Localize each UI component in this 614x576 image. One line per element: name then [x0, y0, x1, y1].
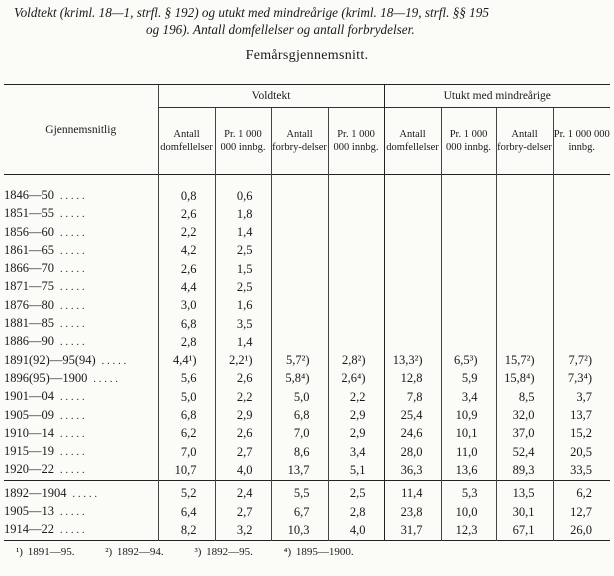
value-cell: 2,2¹) [215, 352, 271, 370]
value-cell [328, 242, 384, 260]
period-cell [4, 205, 158, 223]
value-cell [441, 260, 496, 278]
table-title [14, 4, 604, 38]
table-row [4, 205, 610, 223]
value-cell: 3,0 [158, 297, 215, 315]
value-cell [271, 297, 328, 315]
value-cell: 6,4 [158, 503, 215, 521]
value-cell [441, 242, 496, 260]
title-line-2: og 196). Antall domfellelser og antall forbrydelser. [146, 22, 415, 37]
value-cell: 2,4 [215, 485, 271, 503]
value-cell: 12,8 [384, 370, 441, 388]
value-cell: 3,5 [215, 315, 271, 333]
period-cell [4, 352, 158, 370]
value-cell: 1,5 [215, 260, 271, 278]
value-cell: 12,3 [441, 521, 496, 540]
col-header-utukt-pr-mill-2: Pr. 1 000 000 innbg. [553, 108, 610, 175]
value-cell [271, 315, 328, 333]
value-cell: 26,0 [553, 521, 610, 540]
period-label: 1866—70 [4, 261, 54, 276]
value-cell: 2,9 [328, 425, 384, 443]
table-subtitle: Femårsgjennemsnitt. [245, 48, 369, 63]
period-label: 1920—22 [4, 462, 54, 477]
value-cell: 2,6⁴) [328, 370, 384, 388]
col-header-voldtekt-pr-mill-2: Pr. 1 000 000 innbg. [328, 108, 384, 175]
table-row [4, 425, 610, 443]
value-cell: 37,0 [496, 425, 553, 443]
period-cell [4, 461, 158, 480]
value-cell [496, 224, 553, 242]
period-label: 1881—85 [4, 316, 54, 331]
value-cell: 2,6 [215, 370, 271, 388]
table-row [4, 315, 610, 333]
leader-dots: ..... [60, 227, 88, 239]
value-cell [384, 297, 441, 315]
col-header-voldtekt-forbrydelser: Antall forbry-delser [271, 108, 328, 175]
period-label: 1886—90 [4, 334, 54, 349]
value-cell [384, 187, 441, 205]
col-header-utukt-forbrydelser: Antall forbry-delser [496, 108, 553, 175]
period-label: 1861—65 [4, 242, 54, 257]
leader-dots: ..... [60, 465, 88, 477]
value-cell: 2,2 [158, 224, 215, 242]
value-cell: 6,8 [158, 407, 215, 425]
value-cell: 36,3 [384, 461, 441, 480]
value-cell: 0,6 [215, 187, 271, 205]
value-cell: 2,9 [328, 407, 384, 425]
value-cell: 2,7 [215, 443, 271, 461]
value-cell: 10,0 [441, 503, 496, 521]
leader-dots: ..... [60, 337, 88, 349]
value-cell: 4,4 [158, 278, 215, 296]
value-cell: 31,7 [384, 521, 441, 540]
value-cell [328, 278, 384, 296]
value-cell: 2,7 [215, 503, 271, 521]
period-cell [4, 278, 158, 296]
period-cell [4, 370, 158, 388]
value-cell: 7,8 [384, 388, 441, 406]
value-cell [271, 205, 328, 223]
value-cell: 28,0 [384, 443, 441, 461]
value-cell: 15,8⁴) [496, 370, 553, 388]
value-cell [553, 205, 610, 223]
table-row [4, 485, 610, 503]
value-cell: 1,4 [215, 224, 271, 242]
value-cell [441, 315, 496, 333]
leader-dots: ..... [60, 245, 88, 257]
value-cell [496, 333, 553, 351]
value-cell: 2,9 [215, 407, 271, 425]
value-cell: 4,4¹) [158, 352, 215, 370]
value-cell: 3,4 [441, 388, 496, 406]
value-cell: 52,4 [496, 443, 553, 461]
table-row [4, 370, 610, 388]
period-cell [4, 443, 158, 461]
table-row [4, 260, 610, 278]
value-cell: 10,3 [271, 521, 328, 540]
value-cell [496, 297, 553, 315]
table-row [4, 521, 610, 540]
value-cell [441, 297, 496, 315]
table-row [4, 461, 610, 480]
value-cell: 5,0 [271, 388, 328, 406]
value-cell: 20,5 [553, 443, 610, 461]
period-cell [4, 407, 158, 425]
value-cell [553, 260, 610, 278]
group-header-voldtekt: Voldtekt [158, 85, 384, 108]
value-cell [271, 242, 328, 260]
period-cell [4, 485, 158, 503]
value-cell: 1,8 [215, 205, 271, 223]
period-cell [4, 224, 158, 242]
col-header-voldtekt-domfellelser: Antall domfellelser [158, 108, 215, 175]
value-cell: 89,3 [496, 461, 553, 480]
title-line-1: Voldtekt (kriml. 18—1, strfl. § 192) og utukt med mindreårige (kriml. 18—19, strfl. §§ 195 [14, 5, 489, 20]
leader-dots: ..... [60, 447, 88, 459]
value-cell [496, 205, 553, 223]
table-row [4, 443, 610, 461]
footnote-2: ²) 1892—94. [105, 546, 164, 558]
value-cell: 4,2 [158, 242, 215, 260]
period-cell [4, 315, 158, 333]
value-cell: 8,6 [271, 443, 328, 461]
value-cell [328, 187, 384, 205]
statistics-table [4, 84, 610, 541]
value-cell: 5,5 [271, 485, 328, 503]
value-cell: 13,3²) [384, 352, 441, 370]
group-header-utukt: Utukt med mindreårige [384, 85, 610, 108]
value-cell: 10,7 [158, 461, 215, 480]
period-cell [4, 521, 158, 540]
value-cell: 13,5 [496, 485, 553, 503]
value-cell: 11,0 [441, 443, 496, 461]
period-label: 1914—22 [4, 522, 54, 537]
value-cell: 8,2 [158, 521, 215, 540]
period-label: 1905—09 [4, 407, 54, 422]
value-cell [553, 187, 610, 205]
value-cell [384, 242, 441, 260]
value-cell: 6,2 [553, 485, 610, 503]
value-cell: 15,2 [553, 425, 610, 443]
value-cell: 6,7 [271, 503, 328, 521]
value-cell [441, 278, 496, 296]
leader-dots: ..... [72, 488, 100, 500]
col-header-voldtekt-pr-mill-1: Pr. 1 000 000 innbg. [215, 108, 271, 175]
period-column-header [4, 85, 158, 175]
value-cell [553, 333, 610, 351]
value-cell [271, 333, 328, 351]
period-cell [4, 503, 158, 521]
value-cell: 2,5 [215, 242, 271, 260]
value-cell: 3,7 [553, 388, 610, 406]
leader-dots: ..... [60, 319, 88, 331]
footnote-1: ¹) 1891—95. [16, 546, 75, 558]
value-cell [271, 278, 328, 296]
value-cell: 1,6 [215, 297, 271, 315]
leader-dots: ..... [60, 428, 88, 440]
period-label: 1910—14 [4, 425, 54, 440]
table-summary-body [4, 480, 610, 540]
value-cell: 2,5 [215, 278, 271, 296]
table-row [4, 333, 610, 351]
value-cell: 67,1 [496, 521, 553, 540]
value-cell [553, 224, 610, 242]
value-cell: 2,6 [215, 425, 271, 443]
value-cell: 25,4 [384, 407, 441, 425]
value-cell: 7,7²) [553, 352, 610, 370]
value-cell: 12,7 [553, 503, 610, 521]
value-cell: 13,6 [441, 461, 496, 480]
value-cell [271, 187, 328, 205]
period-cell [4, 388, 158, 406]
footnote-3: ³) 1892—95. [194, 546, 253, 558]
value-cell: 2,8²) [328, 352, 384, 370]
value-cell: 4,0 [328, 521, 384, 540]
value-cell [384, 260, 441, 278]
table-row [4, 297, 610, 315]
value-cell: 6,2 [158, 425, 215, 443]
value-cell [496, 260, 553, 278]
table-row [4, 352, 610, 370]
value-cell: 5,9 [441, 370, 496, 388]
period-label: 1905—13 [4, 504, 54, 519]
value-cell: 30,1 [496, 503, 553, 521]
value-cell [328, 224, 384, 242]
value-cell: 3,4 [328, 443, 384, 461]
footnote-4: ⁴) 1895—1900. [283, 546, 354, 558]
value-cell: 1,4 [215, 333, 271, 351]
period-label: 1846—50 [4, 188, 54, 202]
value-cell: 33,5 [553, 461, 610, 480]
value-cell: 5,3 [441, 485, 496, 503]
value-cell: 23,8 [384, 503, 441, 521]
period-cell [4, 425, 158, 443]
leader-dots: ..... [60, 300, 88, 312]
table-row [4, 407, 610, 425]
value-cell: 32,0 [496, 407, 553, 425]
period-cell [4, 333, 158, 351]
period-label: 1915—19 [4, 444, 54, 459]
table-row [4, 388, 610, 406]
value-cell [271, 224, 328, 242]
leader-dots: ..... [60, 264, 88, 276]
table-row [4, 224, 610, 242]
period-label: 1891(92)—95(94) [4, 352, 96, 367]
value-cell [328, 205, 384, 223]
value-cell: 7,0 [158, 443, 215, 461]
value-cell: 2,2 [328, 388, 384, 406]
value-cell [384, 224, 441, 242]
leader-dots: ..... [60, 191, 88, 202]
period-label: 1851—55 [4, 206, 54, 221]
period-label: Gjennemsnitlig [45, 123, 117, 136]
footnotes [16, 546, 380, 558]
period-label: 1856—60 [4, 224, 54, 239]
period-label: 1892—1904 [4, 485, 67, 500]
value-cell: 11,4 [384, 485, 441, 503]
period-label: 1901—04 [4, 389, 54, 404]
value-cell: 5,6 [158, 370, 215, 388]
table-row [4, 242, 610, 260]
value-cell: 5,8⁴) [271, 370, 328, 388]
value-cell [328, 333, 384, 351]
leader-dots: ..... [101, 355, 130, 367]
value-cell [441, 187, 496, 205]
period-cell [4, 260, 158, 278]
value-cell [496, 278, 553, 296]
value-cell: 5,1 [328, 461, 384, 480]
value-cell: 4,0 [215, 461, 271, 480]
table-body [4, 175, 610, 481]
value-cell: 10,9 [441, 407, 496, 425]
value-cell: 24,6 [384, 425, 441, 443]
value-cell: 5,7²) [271, 352, 328, 370]
leader-dots: ..... [60, 209, 88, 221]
table-row [4, 503, 610, 521]
leader-dots: ..... [60, 392, 88, 404]
period-cell [4, 297, 158, 315]
value-cell [553, 278, 610, 296]
value-cell: 3,2 [215, 521, 271, 540]
value-cell: 2,8 [158, 333, 215, 351]
value-cell [441, 333, 496, 351]
value-cell: 2,6 [158, 205, 215, 223]
value-cell: 13,7 [553, 407, 610, 425]
leader-dots: ..... [60, 525, 88, 537]
value-cell: 6,8 [158, 315, 215, 333]
value-cell: 5,2 [158, 485, 215, 503]
value-cell: 2,6 [158, 260, 215, 278]
value-cell [384, 315, 441, 333]
value-cell [328, 297, 384, 315]
value-cell: 2,8 [328, 503, 384, 521]
value-cell [496, 187, 553, 205]
leader-dots: ..... [60, 410, 88, 422]
value-cell [496, 315, 553, 333]
leader-dots: ..... [60, 282, 88, 294]
period-cell [4, 242, 158, 260]
value-cell [328, 315, 384, 333]
value-cell: 6,8 [271, 407, 328, 425]
value-cell [384, 278, 441, 296]
period-label: 1871—75 [4, 279, 54, 294]
col-header-utukt-domfellelser: Antall domfellelser [384, 108, 441, 175]
period-label: 1896(95)—1900 [4, 370, 88, 385]
leader-dots: ..... [93, 373, 121, 385]
value-cell: 2,5 [328, 485, 384, 503]
value-cell [441, 224, 496, 242]
value-cell [384, 205, 441, 223]
value-cell [384, 333, 441, 351]
value-cell: 5,0 [158, 388, 215, 406]
value-cell: 2,2 [215, 388, 271, 406]
value-cell [553, 242, 610, 260]
value-cell [271, 260, 328, 278]
value-cell [553, 297, 610, 315]
col-header-utukt-pr-mill-1: Pr. 1 000 000 innbg. [441, 108, 496, 175]
table-row [4, 187, 610, 205]
value-cell: 15,7²) [496, 352, 553, 370]
value-cell: 6,5³) [441, 352, 496, 370]
value-cell [441, 205, 496, 223]
value-cell: 7,0 [271, 425, 328, 443]
value-cell: 10,1 [441, 425, 496, 443]
value-cell: 8,5 [496, 388, 553, 406]
value-cell: 7,3⁴) [553, 370, 610, 388]
period-cell [4, 187, 158, 205]
value-cell [553, 315, 610, 333]
value-cell [496, 242, 553, 260]
period-label: 1876—80 [4, 297, 54, 312]
table-row [4, 278, 610, 296]
leader-dots: ..... [60, 507, 88, 519]
value-cell: 13,7 [271, 461, 328, 480]
value-cell [328, 260, 384, 278]
value-cell: 0,8 [158, 187, 215, 205]
